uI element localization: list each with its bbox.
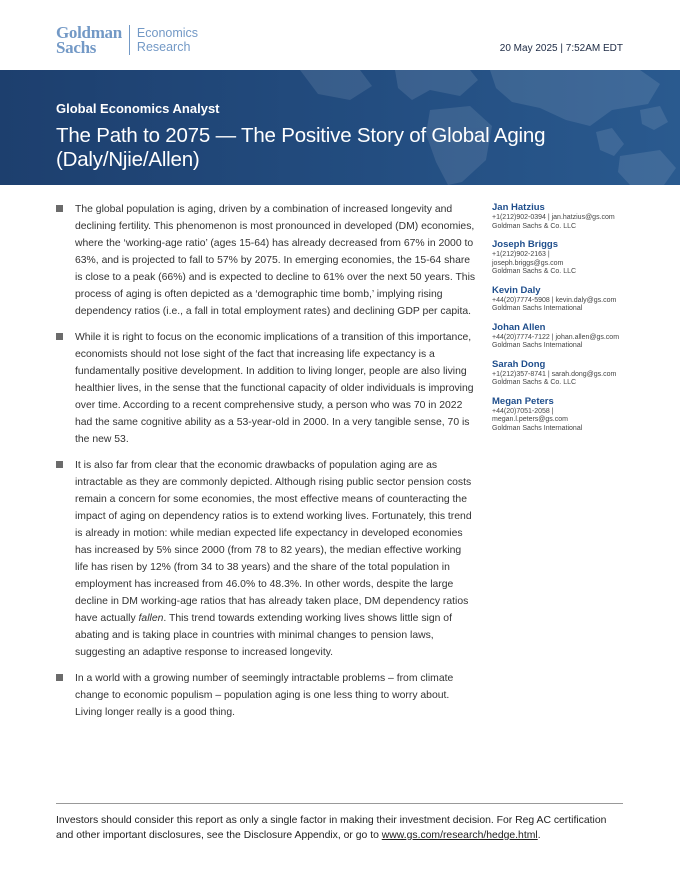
author-email[interactable]: megan.l.peters@gs.com (492, 416, 568, 423)
paragraph-text: The global population is aging, driven by a combination of increased longevity and declining fertility. This phenomenon is most pronounced in developed (DM) economies, where the ‘working-age ratio’ (ages 15-64) has already decreased from 67% in 2000 to 63%, and is projected to fall to 57% by 2075. In emerging economies, the 15-64 share is close to a peak (66%) and is expected to decline to 61% over the next 50 years. This process of aging is often depicted as a ‘demographic time bomb,’ implying rising dependency ratios (i.e., a fall in total employment rates) and declining GDP per capita. (75, 204, 476, 317)
author-contact[interactable]: +1(212)357-8741 | sarah.dong@gs.com (492, 370, 617, 378)
logo-wordmark (56, 25, 122, 55)
report-body (56, 201, 476, 730)
author-email[interactable]: joseph.briggs@gs.com (492, 259, 564, 267)
disclosure-text: Investors should consider this report as only a single factor in making their investment decision. For Reg AC certification and other important disclosures, see the Disclosure Appendix, or go to (56, 815, 607, 841)
author-firm: Goldman Sachs & Co. LLC (492, 379, 577, 386)
division-name (137, 26, 198, 54)
author-name[interactable]: Sarah Dong (492, 358, 546, 370)
author-list (492, 202, 632, 441)
disclosure-footer (56, 814, 616, 843)
title-banner (0, 70, 680, 185)
report-title: The Path to 2075 — The Positive Story of Global Aging (Daly/Njie/Allen) (56, 124, 546, 171)
footer-divider (56, 803, 623, 804)
author-contact[interactable]: +44(20)7774-5908 | kevin.daly@gs.com (492, 296, 617, 304)
author-name[interactable]: Megan Peters (492, 395, 554, 407)
bullet-paragraph (56, 457, 476, 661)
author-entry (492, 396, 632, 434)
bullet-paragraph (56, 670, 476, 721)
logo-divider (129, 25, 130, 55)
bullet-paragraph (56, 329, 476, 448)
goldman-sachs-logo (56, 25, 198, 55)
paragraph-text (75, 457, 476, 661)
bullet-marker (56, 461, 63, 468)
author-name[interactable]: Jan Hatzius (492, 202, 545, 213)
bullet-paragraph (56, 201, 476, 320)
author-contact[interactable]: +44(20)7774-7122 | johan.allen@gs.com (492, 333, 620, 341)
author-name[interactable]: Kevin Daly (492, 284, 541, 296)
author-contact[interactable]: +1(212)902-2163 | (492, 251, 550, 258)
bullet-marker (56, 205, 63, 212)
emphasized-word: fallen (138, 613, 164, 624)
author-entry (492, 239, 632, 277)
author-entry (492, 285, 632, 314)
division-line-2: Research (136, 40, 191, 54)
paragraph-text-part: . This trend towards extending working lives shows little sign of abating and is taking place in countries with minimal changes to pension laws, suggesting an adaptive response to increased longevity. (75, 613, 452, 658)
logo-line-1: Goldman (56, 23, 122, 42)
author-name[interactable]: Johan Allen (492, 321, 546, 333)
page-header (0, 0, 680, 70)
logo-line-2: Sachs (56, 38, 97, 57)
author-firm: Goldman Sachs & Co. LLC (492, 222, 577, 230)
author-contact[interactable]: +44(20)7051-2058 | (492, 407, 554, 415)
author-firm: Goldman Sachs International (492, 305, 583, 312)
author-entry (492, 322, 632, 351)
disclosure-tail: . (537, 829, 541, 841)
disclosure-link[interactable]: www.gs.com/research/hedge.html (381, 829, 538, 841)
bullet-marker (56, 674, 63, 681)
bullet-marker (56, 333, 63, 340)
author-firm: Goldman Sachs & Co. LLC (492, 268, 577, 275)
author-contact[interactable]: +1(212)902-0394 | jan.hatzius@gs.com (492, 214, 615, 221)
author-entry (492, 359, 632, 388)
author-name[interactable]: Joseph Briggs (492, 239, 558, 250)
publication-date: 20 May 2025 | 7:52AM EDT (499, 43, 623, 54)
report-series: Global Economics Analyst (56, 101, 220, 116)
paragraph-text: While it is right to focus on the economic implications of a transition of this importance, economists should not lose sight of the fact that increasing life expectancy is a fundamentally positive development. In addition to living longer, people are also living healthier lives, in the sense that the functional capacity of older individuals is improving over time. According to a recent comprehensive study, a person who was 70 in 2022 had the same cognitive ability as a 53-year-old in 2000. In a very tangible sense, 70 is the new 53. (75, 332, 474, 445)
author-entry (492, 202, 632, 231)
author-firm: Goldman Sachs International (492, 424, 583, 432)
author-firm: Goldman Sachs International (492, 342, 583, 349)
paragraph-text: In a world with a growing number of seemingly intractable problems – from climate change to economic populism – population aging is one less thing to worry about. Living longer really is a good thing. (75, 673, 454, 718)
division-line-1: Economics (136, 26, 199, 40)
paragraph-text-part: It is also far from clear that the economic drawbacks of population aging are as intractable as they are commonly depicted. Although rising public sector pension costs remain a concern for some economies, the most effective means of counteracting the impact of aging on dependency ratios is to extend working lives. Fortunately, this trend is already in motion: while median expected life expectancy in developed economies has increased by 5% since 2000 (from 78 to 82 years), the median effective working life has risen by 12% (from 34 to 38 years) and the share of the total population in employment has increased from 46.0% to 48.3%. In other words, despite the large decline in DM working-age ratios that has already taken place, DM dependency ratios have actually (75, 460, 472, 624)
